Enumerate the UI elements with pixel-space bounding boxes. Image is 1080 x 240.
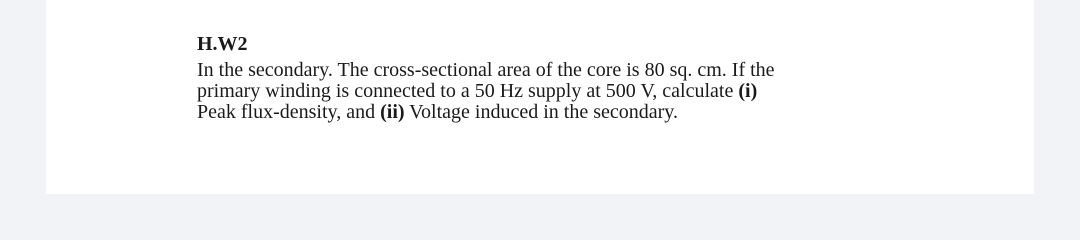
question-line-1-text: In the secondary. The cross-sectional area of the core is 80 sq. cm. If the: [197, 59, 775, 81]
document-page: [46, 0, 1034, 194]
question-line-2-text: primary winding is connected to a 50 Hz supply at 500 V, calculate: [197, 80, 739, 102]
question-block: [197, 32, 1017, 123]
question-heading: H.W2: [197, 33, 248, 55]
part-i-marker: (i): [738, 80, 758, 102]
question-line-3: [197, 102, 1017, 123]
part-ii-marker: (ii): [380, 101, 405, 123]
question-text: [197, 60, 1017, 123]
question-line-1: [197, 60, 1017, 81]
question-line-3-text-a: Peak flux-density, and: [197, 101, 381, 123]
question-line-3-text-b: Voltage induced in the secondary.: [404, 101, 678, 123]
question-line-2: [197, 81, 1017, 102]
